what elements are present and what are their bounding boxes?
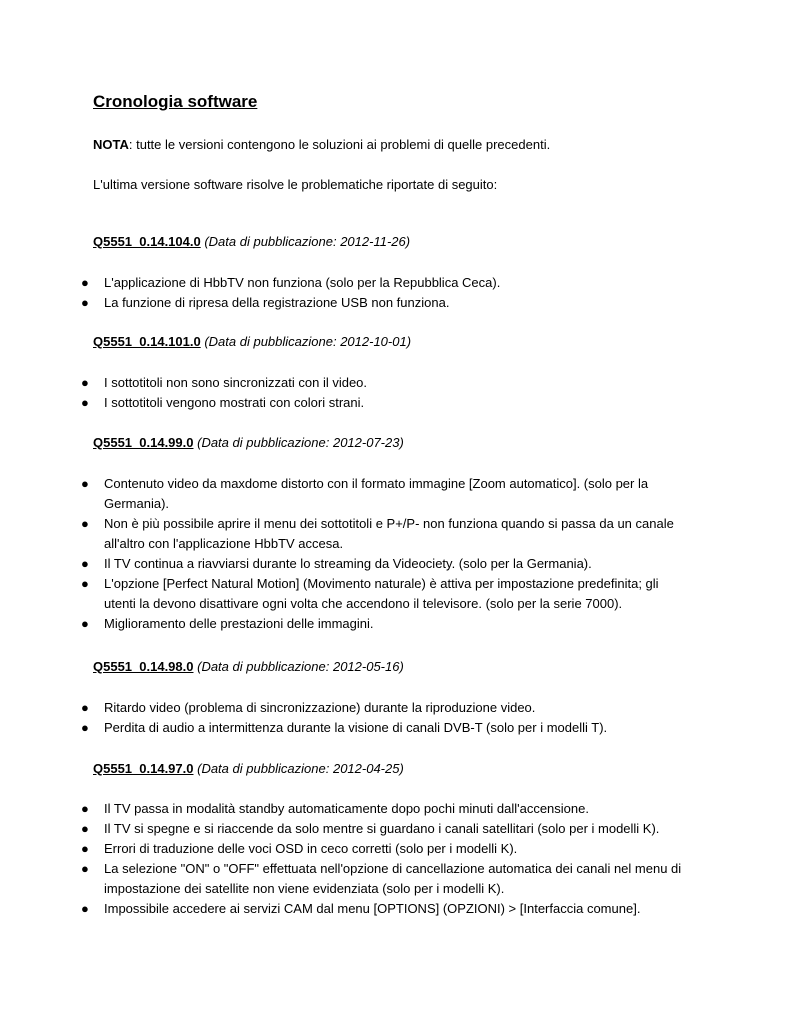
list-item: ● L'applicazione di HbbTV non funziona (solo per la Repubblica Ceca).: [0, 273, 689, 293]
note-text: : tutte le versioni contengono le soluzioni ai problemi di quelle precedenti.: [128, 137, 551, 152]
list-item: ● Errori di traduzione delle voci OSD in ceco corretti (solo per i modelli K).: [0, 839, 689, 859]
release-date: (Data di pubblicazione: 2012-04-25): [197, 761, 404, 776]
page-title: Cronologia software: [93, 92, 258, 111]
version-number: Q5551_0.14.97.0: [93, 761, 194, 776]
list-item: ● Contenuto video da maxdome distorto con il formato immagine [Zoom automatico]. (solo per la Germania).: [81, 476, 649, 511]
version-heading: [93, 232, 410, 252]
intro-paragraph: L'ultima versione software risolve le problematiche riportate di seguito:: [93, 177, 498, 192]
bullet-icon: ●: [81, 616, 89, 631]
note-paragraph: [93, 135, 550, 155]
bullet-icon: ●: [81, 295, 89, 310]
version-heading: [93, 759, 404, 779]
bullet-icon: ●: [81, 556, 89, 571]
list-item: ● Miglioramento delle prestazioni delle immagini.: [0, 614, 689, 634]
change-list: [0, 698, 791, 738]
bullet-icon: ●: [81, 476, 89, 491]
version-heading: [93, 332, 411, 352]
list-item: ● I sottotitoli vengono mostrati con colori strani.: [0, 393, 689, 413]
list-item: ● Il TV si spegne e si riaccende da solo mentre si guardano i canali satellitari (solo per i modelli K).: [0, 819, 689, 839]
bullet-icon: ●: [81, 861, 89, 876]
version-number: Q5551_0.14.98.0: [93, 659, 194, 674]
list-item: ● La funzione di ripresa della registrazione USB non funziona.: [0, 293, 689, 313]
version-number: Q5551_0.14.101.0: [93, 334, 201, 349]
change-list: [0, 373, 791, 413]
bullet-icon: ●: [81, 516, 89, 531]
bullet-icon: ●: [81, 901, 89, 916]
bullet-icon: ●: [81, 841, 89, 856]
list-item: ● Impossibile accedere ai servizi CAM dal menu [OPTIONS] (OPZIONI) > [Interfaccia comune].: [0, 899, 689, 919]
version-number: Q5551_0.14.104.0: [93, 234, 201, 249]
list-item: ● I sottotitoli non sono sincronizzati con il video.: [0, 373, 689, 393]
change-list: [0, 273, 791, 313]
version-number: Q5551_0.14.99.0: [93, 435, 194, 450]
list-item: ● Perdita di audio a intermittenza durante la visione di canali DVB-T (solo per i modelli T).: [0, 718, 689, 738]
list-item: ● Il TV passa in modalità standby automaticamente dopo pochi minuti dall'accensione.: [0, 799, 689, 819]
list-item: ● L'opzione [Perfect Natural Motion] (Movimento naturale) è attiva per impostazione predefinita; gli utenti la devono disattivare ogni volta che accendono il televisore. (solo per la serie 7000).: [81, 576, 659, 611]
bullet-icon: ●: [81, 821, 89, 836]
change-list: [0, 799, 791, 919]
release-date: (Data di pubblicazione: 2012-05-16): [197, 659, 404, 674]
bullet-icon: ●: [81, 700, 89, 715]
bullet-icon: ●: [81, 801, 89, 816]
bullet-icon: ●: [81, 375, 89, 390]
release-date: (Data di pubblicazione: 2012-11-26): [204, 234, 411, 249]
bullet-icon: ●: [81, 275, 89, 290]
change-list: [0, 474, 791, 634]
release-date: (Data di pubblicazione: 2012-10-01): [204, 334, 412, 349]
list-item: ● La selezione "ON" o "OFF" effettuata nell'opzione di cancellazione automatica dei canali nel menu di impostazione dei satellite non viene evidenziata (solo per i modelli K).: [81, 861, 682, 896]
bullet-icon: ●: [81, 576, 89, 591]
list-item: ● Non è più possibile aprire il menu dei sottotitoli e P+/P- non funziona quando si passa da un canale all'altro con l'applicazione HbbTV accesa.: [81, 516, 674, 551]
version-heading: [93, 433, 404, 453]
version-heading: [93, 657, 404, 677]
list-item: ● Il TV continua a riavviarsi durante lo streaming da Videociety. (solo per la Germania).: [0, 554, 689, 574]
note-label: NOTA: [93, 137, 129, 152]
release-date: (Data di pubblicazione: 2012-07-23): [197, 435, 404, 450]
bullet-icon: ●: [81, 395, 89, 410]
bullet-icon: ●: [81, 720, 89, 735]
list-item: ● Ritardo video (problema di sincronizzazione) durante la riproduzione video.: [0, 698, 689, 718]
